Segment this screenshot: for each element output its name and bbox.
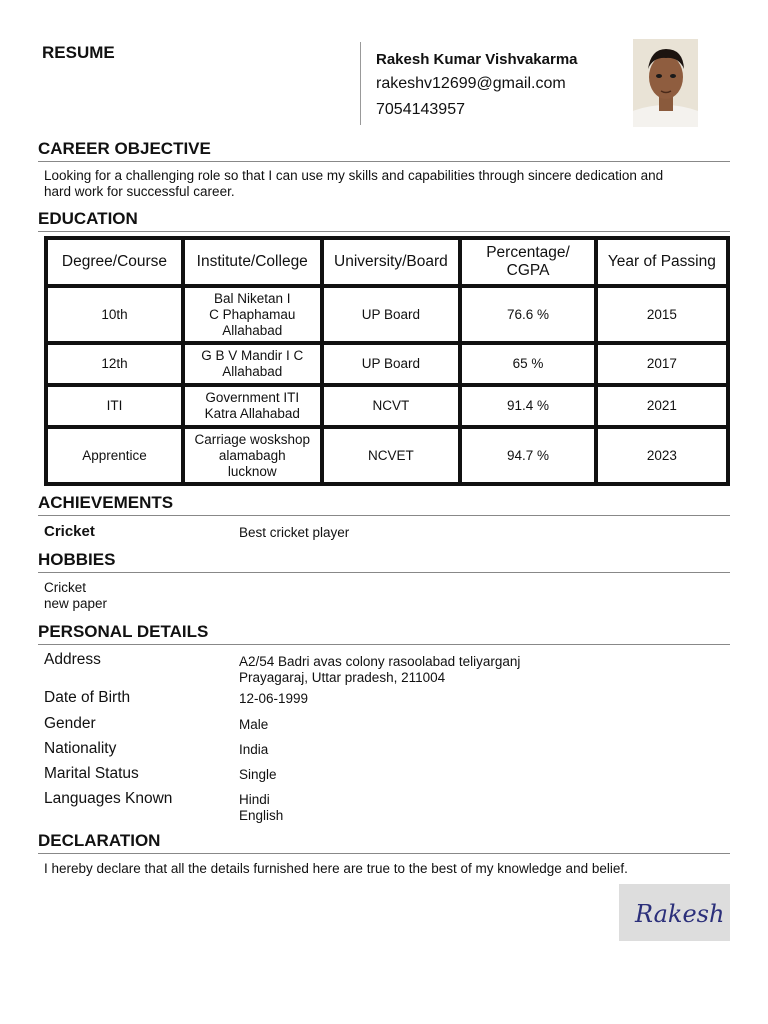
hobby-item: new paper <box>44 596 108 611</box>
personal-details-heading: PERSONAL DETAILS <box>38 622 730 645</box>
table-row <box>46 286 728 343</box>
gender-value: Male <box>239 717 269 732</box>
column-header: University/Board <box>322 238 461 286</box>
table-cell: 2017 <box>596 343 728 385</box>
declaration-text: I hereby declare that all the details furnished here are true to the best of my knowledge and belief. <box>44 861 628 876</box>
signature-image <box>619 884 730 941</box>
table-cell: UP Board <box>322 343 461 385</box>
table-cell: UP Board <box>322 286 461 343</box>
address-line-1: A2/54 Badri avas colony rasoolabad teliyarganj <box>239 654 521 669</box>
nationality-value: India <box>239 742 269 757</box>
table-cell: Apprentice <box>46 427 183 484</box>
profile-photo <box>633 39 698 127</box>
dob-value: 12-06-1999 <box>239 691 309 706</box>
achievements-heading: ACHIEVEMENTS <box>38 493 730 516</box>
candidate-name: Rakesh Kumar Vishvakarma <box>376 51 578 68</box>
table-cell: 2021 <box>596 385 728 427</box>
achievement-label: Cricket <box>44 523 95 540</box>
table-cell: G B V Mandir I C Allahabad <box>183 343 322 385</box>
address-label: Address <box>44 651 101 668</box>
table-cell: 76.6 % <box>460 286 595 343</box>
education-table <box>44 236 730 486</box>
gender-label: Gender <box>44 715 96 732</box>
table-cell: 12th <box>46 343 183 385</box>
table-cell: Bal Niketan I C Phaphamau Allahabad <box>183 286 322 343</box>
table-cell: 2015 <box>596 286 728 343</box>
table-cell: NCVET <box>322 427 461 484</box>
dob-label: Date of Birth <box>44 689 131 706</box>
table-row <box>46 427 728 484</box>
marital-status-value: Single <box>239 767 277 782</box>
table-cell: 10th <box>46 286 183 343</box>
marital-status-label: Marital Status <box>44 765 139 782</box>
column-header: Year of Passing <box>596 238 728 286</box>
resume-title: RESUME <box>42 43 115 62</box>
table-cell: 91.4 % <box>460 385 595 427</box>
education-header-row <box>46 238 728 286</box>
header-divider <box>360 42 361 125</box>
languages-label: Languages Known <box>44 790 173 807</box>
candidate-email: rakeshv12699@gmail.com <box>376 75 566 92</box>
career-objective-line-1: Looking for a challenging role so that I can use my skills and capabilities through sincere dedication and <box>44 168 664 183</box>
column-header: Degree/Course <box>46 238 183 286</box>
table-cell: Government ITI Katra Allahabad <box>183 385 322 427</box>
column-header: Percentage/ CGPA <box>460 238 595 286</box>
declaration-heading: DECLARATION <box>38 831 730 854</box>
column-header: Institute/College <box>183 238 322 286</box>
table-cell: 94.7 % <box>460 427 595 484</box>
table-cell: 65 % <box>460 343 595 385</box>
education-heading: EDUCATION <box>38 209 730 232</box>
hobby-item: Cricket <box>44 580 87 595</box>
language-item: Hindi <box>239 792 270 807</box>
language-item: English <box>239 808 284 823</box>
table-row <box>46 385 728 427</box>
table-cell: NCVT <box>322 385 461 427</box>
signature-text: Rakesh <box>635 900 725 928</box>
table-cell: 2023 <box>596 427 728 484</box>
address-line-2: Prayagaraj, Uttar pradesh, 211004 <box>239 670 446 685</box>
career-objective-heading: CAREER OBJECTIVE <box>38 139 730 162</box>
table-row <box>46 343 728 385</box>
table-cell: Carriage woskshop alamabagh lucknow <box>183 427 322 484</box>
hobbies-heading: HOBBIES <box>38 550 730 573</box>
table-cell: ITI <box>46 385 183 427</box>
achievement-value: Best cricket player <box>239 525 350 540</box>
nationality-label: Nationality <box>44 740 117 757</box>
career-objective-line-2: hard work for successful career. <box>44 184 235 199</box>
candidate-phone: 7054143957 <box>376 101 465 118</box>
